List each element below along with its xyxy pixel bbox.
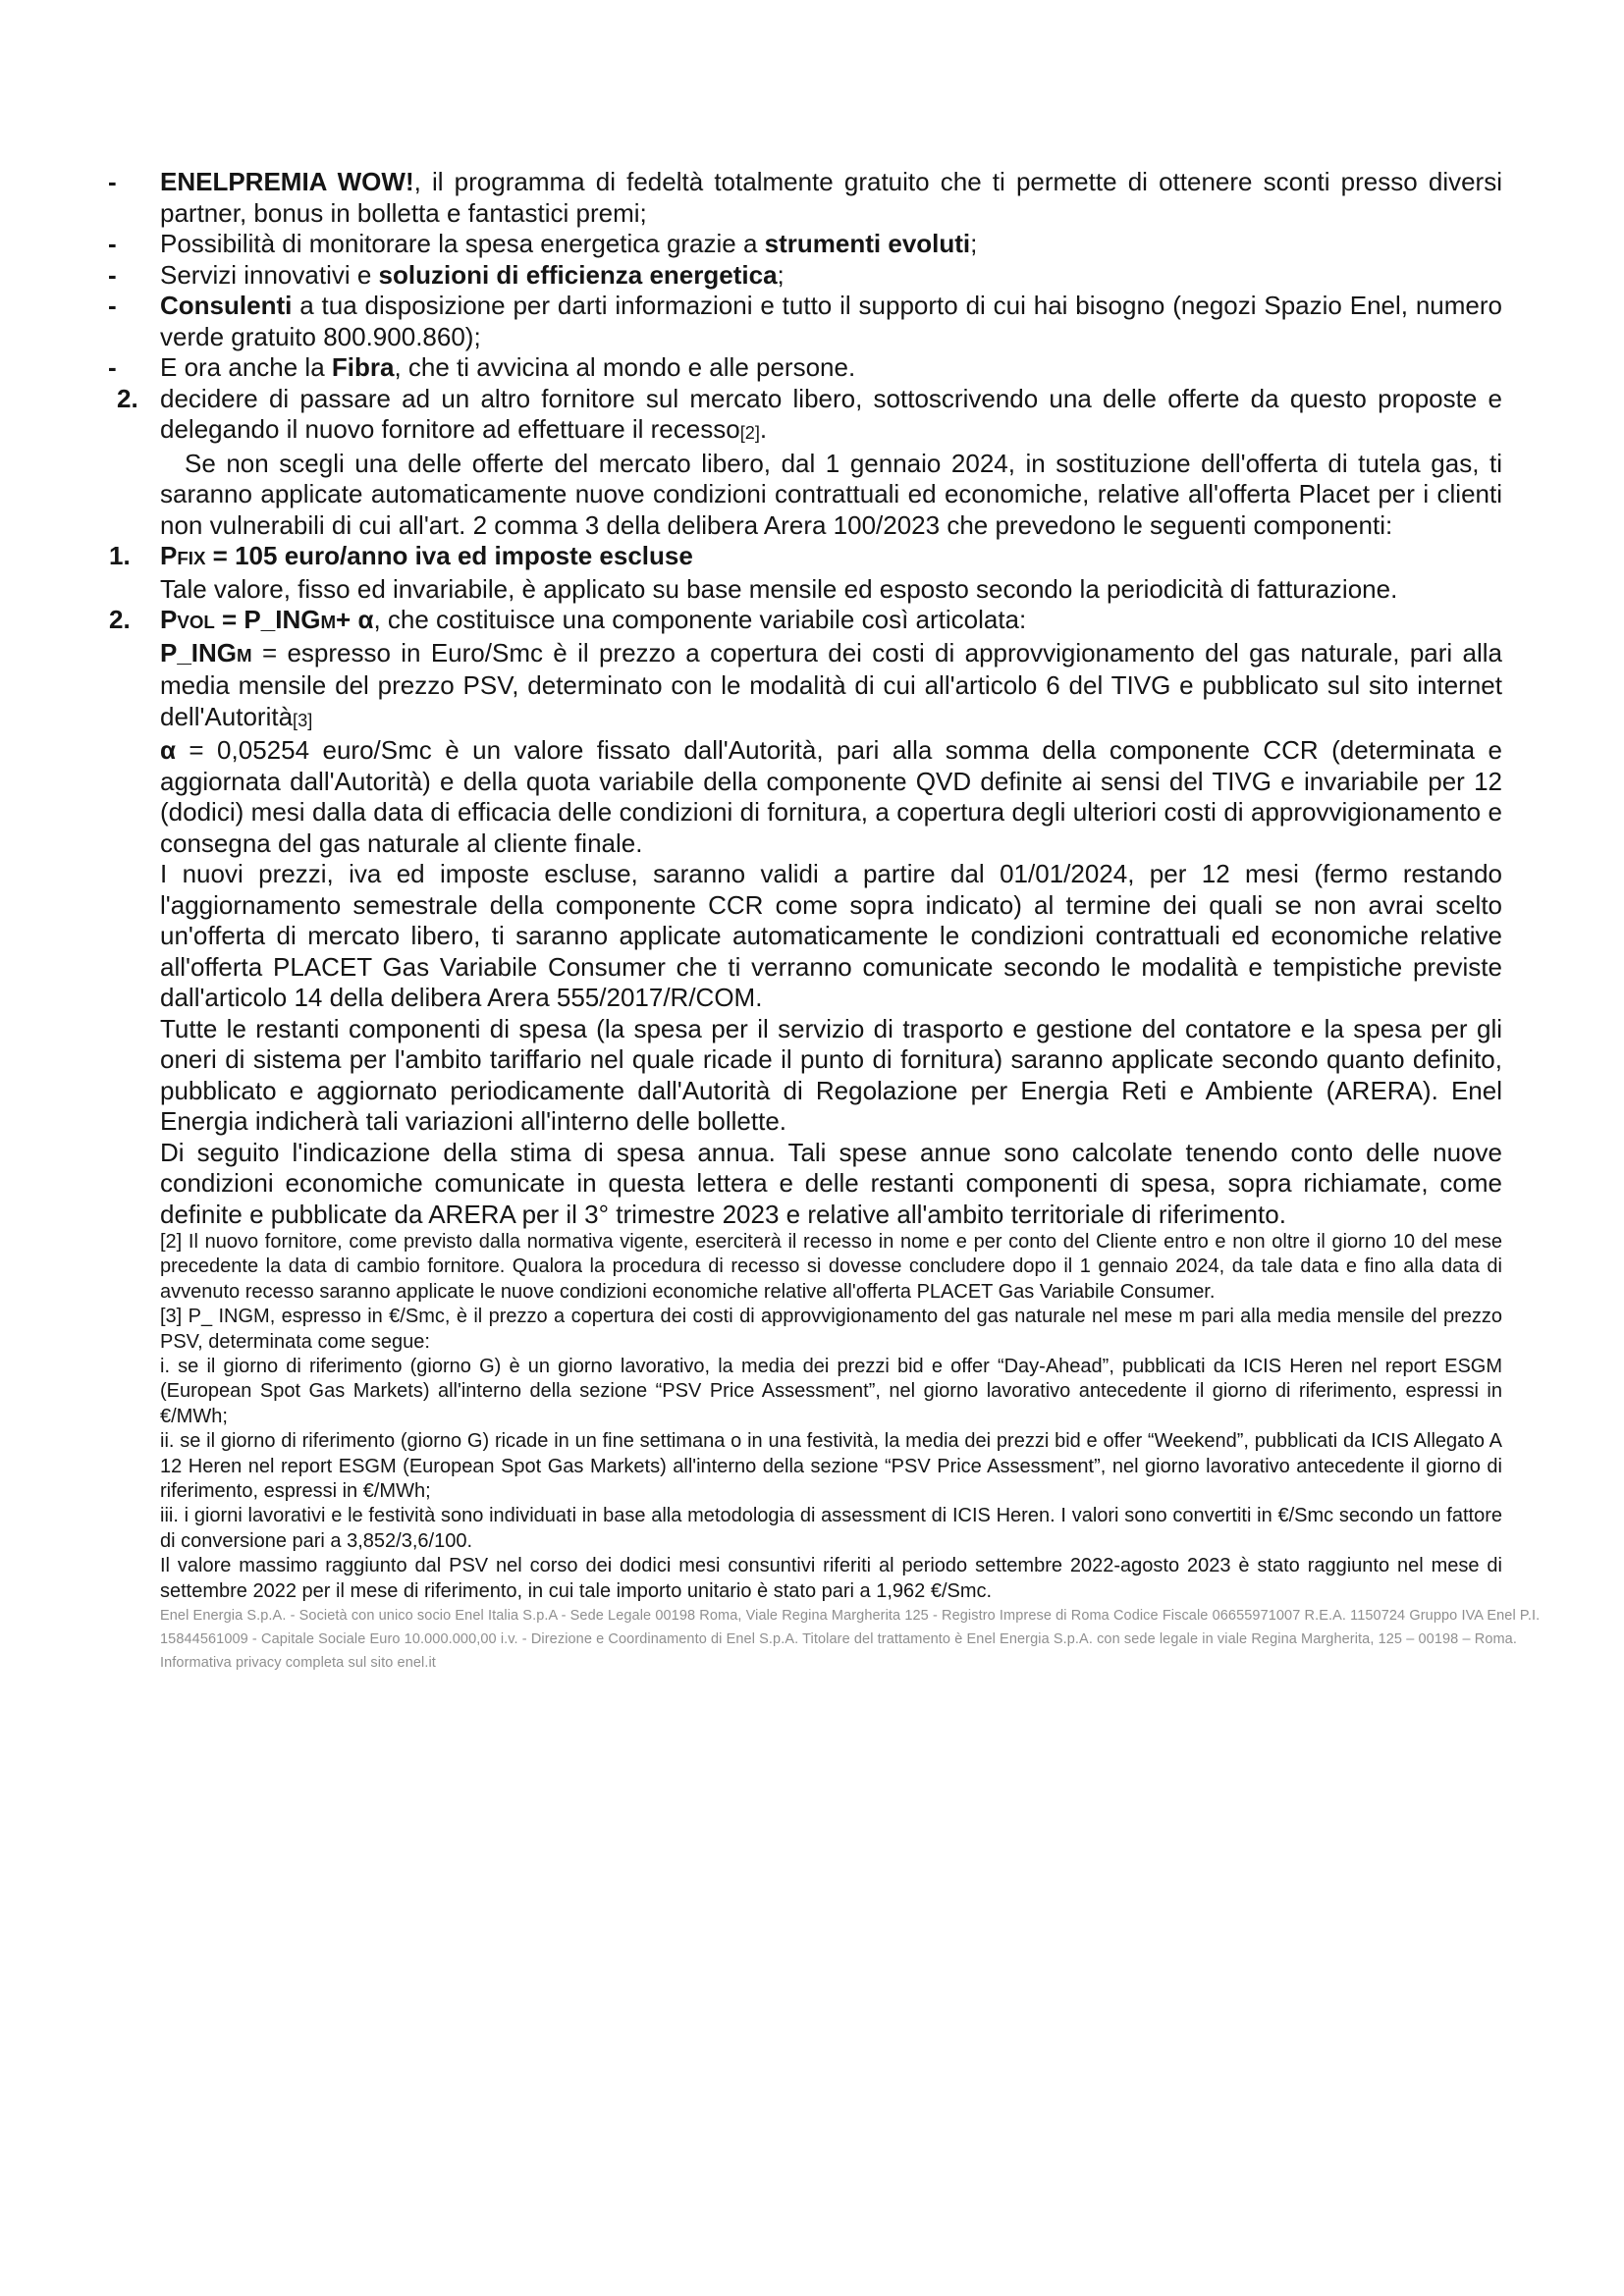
bullet-text: Servizi innovativi e soluzioni di efficienza energetica; (160, 259, 785, 290)
component-2-body: P_INGM = espresso in Euro/Smc è il prezzo a copertura dei costi di approvvigionamento del gas naturale, pari alla media mensile del prezzo PSV, determinato con le modalità di cui all'articolo 6 del TIVG e pubblicato sul sito internet dell'Autorità[3] (160, 637, 1502, 731)
footnote-3-item-i: i. se il giorno di riferimento (giorno G) è un giorno lavorativo, la media dei prezzi bid e offer “Day-Ahead”, pubblicati da ICIS Heren nel report ESGM (European Spot Gas Markets) all'interno della sezione “PSV Price Assessment”, nel giorno lavorativo antecedente il giorno di riferimento, espressi in €/MWh; (160, 1356, 1502, 1427)
paragraph-new-prices: I nuovi prezzi, iva ed imposte escluse, saranno validi a partire dal 01/01/2024, per 12 mesi (fermo restando l'aggiornamento semestrale della componente CCR come sopra indicato) al termine dei quali se non avrai scelto un'offerta di mercato libero, ti saranno applicate automaticamente le condizioni contrattuali ed economiche relative all'offerta PLACET Gas Variabile Consumer che ti verranno comunicate secondo le modalità e tempistiche previste dall'articolo 14 della delibera Arera 555/2017/R/COM. (160, 859, 1502, 1012)
component-1-number: 1. (109, 541, 131, 570)
bullet-text: E ora anche la Fibra, che ti avvicina al mondo e alle persone. (160, 352, 856, 382)
footnote-3-intro: [3] P_ INGM, espresso in €/Smc, è il prezzo a copertura dei costi di approvvigionamento del gas naturale nel mese m pari alla media mensile del prezzo PSV, determinata come segue: (160, 1306, 1502, 1353)
bullet-marker: - (108, 352, 117, 382)
list-item (108, 167, 1502, 229)
component-2-number: 2. (109, 605, 131, 634)
paragraph-estimate: Di seguito l'indicazione della stima di spesa annua. Tali spese annue sono calcolate tenendo conto delle nuove condizioni economiche comunicate in questa lettera e delle restanti componenti di spesa, sopra richiamate, come definite e pubblicate da ARERA per il 3° trimestre 2023 e relative all'ambito territoriale di riferimento. (160, 1137, 1502, 1229)
option-2-item (117, 383, 1502, 449)
list-item (108, 229, 1502, 260)
list-item (108, 291, 1502, 352)
list-item (108, 259, 1502, 292)
option-2-text: decidere di passare ad un altro fornitore sul mercato libero, sottoscrivendo una delle offerte da questo proposte e delegando il nuovo fornitore ad effettuare il recesso[2]. (160, 383, 1502, 444)
footnotes-section (160, 1230, 1502, 1604)
legal-footer-line: 15844561009 - Capitale Sociale Euro 10.000.000,00 i.v. - Direzione e Coordinamento di Enel S.p.A. Titolare del trattamento è Enel Energia S.p.A. con sede legale in viale Regina Margherita, 125 – 00198 – Roma. (160, 1631, 1517, 1648)
legal-footer-line: Enel Energia S.p.A. - Società con unico socio Enel Italia S.p.A - Sede Legale 00198 Roma, Viale Regina Margherita 125 - Registro Imprese di Roma Codice Fiscale 06655971007 R.E.A. 1150724 Gruppo IVA Enel P.I. (160, 1608, 1541, 1625)
component-1-body: Tale valore, fisso ed invariabile, è applicato su base mensile ed esposto secondo la periodicità di fatturazione. (160, 573, 1398, 604)
list-item (108, 352, 1502, 384)
footnote-3-item-ii: ii. se il giorno di riferimento (giorno G) ricade in un fine settimana o in una festività, la media dei prezzi bid e offer “Weekend”, pubblicati da ICIS Allegato A 12 Heren nel report ESGM (European Spot Gas Markets) all'interno della sezione “PSV Price Assessment”, nel giorno lavorativo antecedente il giorno di riferimento, espressi in €/MWh; (160, 1430, 1502, 1503)
benefits-list (108, 167, 1502, 384)
component-2-heading: PVOL = P_INGM+ α, che costituisce una componente variabile così articolata: (160, 605, 1027, 634)
bullet-marker: - (108, 259, 117, 290)
component-1-item (109, 541, 1502, 605)
bullet-marker: - (108, 167, 117, 196)
bullet-text: ENELPREMIA WOW!, il programma di fedeltà totalmente gratuito che ti permette di ottenere sconti presso diversi partner, bonus in bolletta e fantastici premi; (160, 167, 1502, 228)
bullet-text: Consulenti a tua disposizione per darti informazioni e tutto il supporto di cui hai bisogno (negozi Spazio Enel, numero verde gratuito 800.900.860); (160, 291, 1502, 351)
footnote-3-item-iii: iii. i giorni lavorativi e le festività sono individuati in base alla metodologia di assessment di ICIS Heren. I valori sono convertiti in €/Smc secondo un fattore di conversione pari a 3,852/3,6/100. (160, 1505, 1502, 1552)
paragraph-other-costs: Tutte le restanti componenti di spesa (la spesa per il servizio di trasporto e gestione del contatore e la spesa per gli oneri di sistema per l'ambito tariffario nel quale ricade il punto di fornitura) saranno applicate secondo quanto definito, pubblicato e aggiornato periodicamente dall'Autorità di Regolazione per Energia Reti e Ambiente (ARERA). Enel Energia indicherà tali variazioni all'interno delle bollette. (160, 1013, 1502, 1136)
component-2-alpha-paragraph: α = 0,05254 euro/Smc è un valore fissato dall'Autorità, pari alla somma della componente CCR (determinata e aggiornata dall'Autorità) e della quota variabile della componente QVD definite ai sensi del TIVG e invariabile per 12 (dodici) mesi dalla data di efficacia delle condizioni di fornitura, a copertura degli ulteriori costi di approvvigionamento e consegna del gas naturale al cliente finale. (160, 735, 1502, 858)
component-2-item (109, 605, 1502, 859)
option-2-number: 2. (117, 383, 138, 413)
footnote-2: [2] Il nuovo fornitore, come previsto dalla normativa vigente, eserciterà il recesso in nome e per conto del Cliente entro e non oltre il giorno 10 del mese precedente la data di cambio fornitore. Qualora la procedura di recesso si dovesse concludere dopo il 1 gennaio 2024, da tale data e fino alla data di avvenuto recesso saranno applicate le nuove condizioni economiche relative all'offerta PLACET Gas Variabile Consumer. (160, 1231, 1502, 1303)
component-1-heading: PFIX = 105 euro/anno iva ed imposte escluse (160, 541, 693, 570)
bullet-text: Possibilità di monitorare la spesa energetica grazie a strumenti evoluti; (160, 229, 978, 258)
paragraph-no-choice: Se non scegli una delle offerte del mercato libero, dal 1 gennaio 2024, in sostituzione dell'offerta di tutela gas, ti saranno applicate automaticamente nuove condizioni contrattuali ed economiche, relative all'offerta Placet per i clienti non vulnerabili di cui all'art. 2 comma 3 della delibera Arera 100/2023 che prevedono le seguenti componenti: (160, 448, 1502, 540)
bullet-marker: - (108, 291, 117, 320)
legal-footer-line: Informativa privacy completa sul sito enel.it (160, 1655, 436, 1672)
legal-footer (160, 1604, 1541, 1675)
bullet-marker: - (108, 229, 117, 258)
footnote-3-closing: Il valore massimo raggiunto dal PSV nel corso dei dodici mesi consuntivi riferiti al periodo settembre 2022-agosto 2023 è stato raggiunto nel mese di settembre 2022 per il mese di riferimento, in cui tale importo unitario è stato pari a 1,962 €/Smc. (160, 1555, 1502, 1602)
